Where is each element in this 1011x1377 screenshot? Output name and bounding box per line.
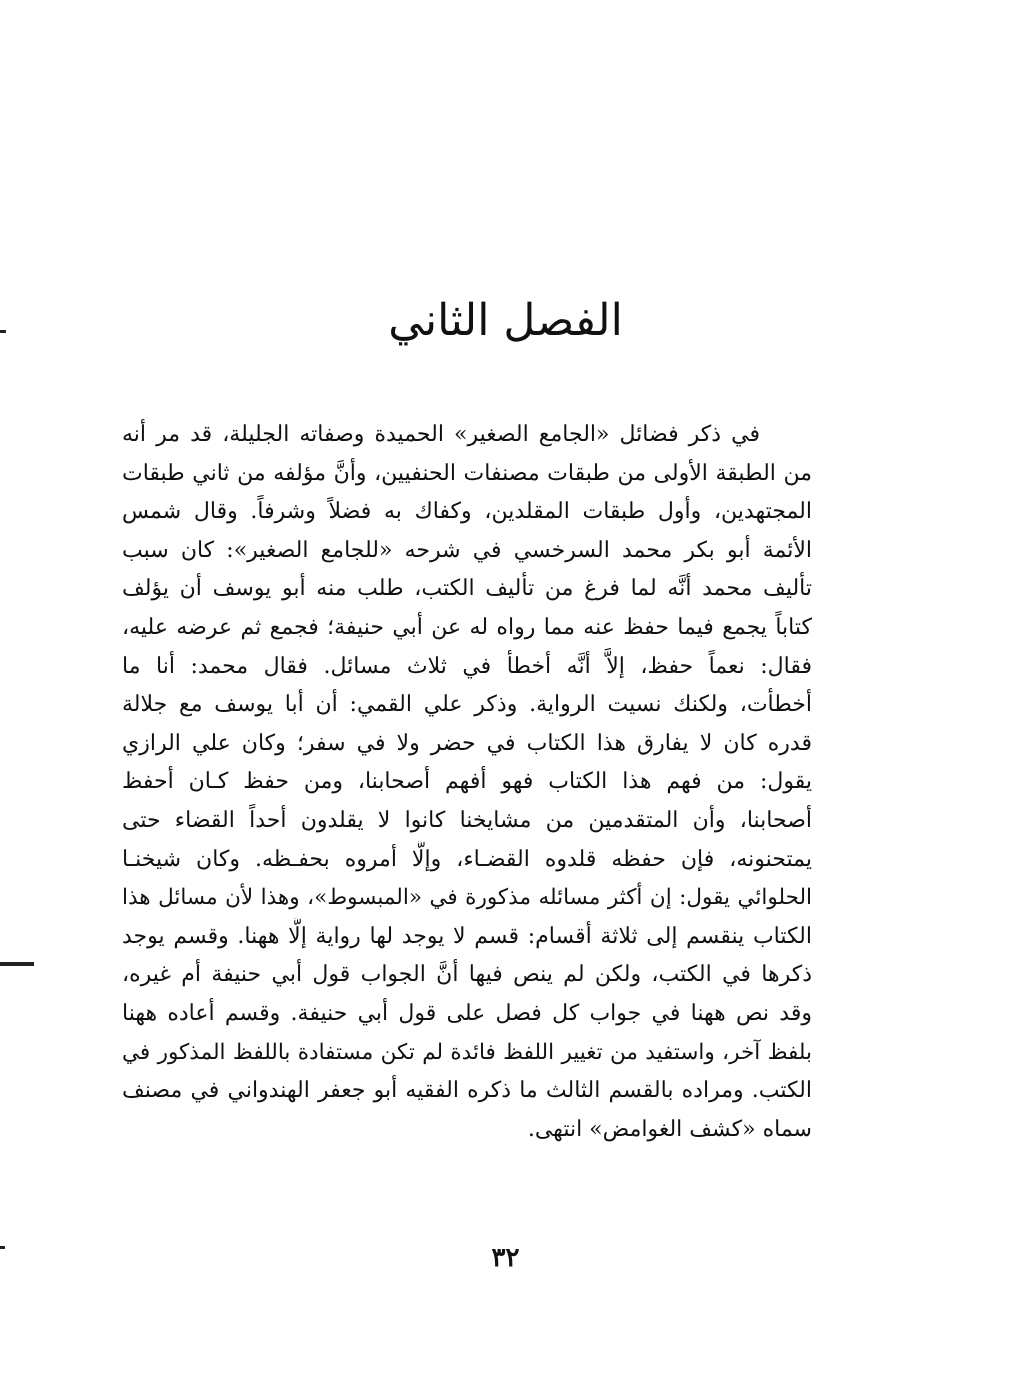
- text-line: في ذكر فضائل «الجامع الصغير» الحميدة وصفاته الجليلة، قد مر أنه: [122, 422, 760, 447]
- scan-edge-mark: [0, 330, 6, 333]
- text-line: المجتهدين، وأول طبقات المقلدين، وكفاك به فضلاً وشرفاً. وقال شمس: [122, 499, 812, 525]
- text-line: الأئمة أبو بكر محمد السرخسي في شرحه «للجامع الصغير»: كان سبب: [122, 537, 812, 563]
- scan-edge-mark: [0, 1246, 5, 1249]
- text-line: وقد نص ههنا في جواب كل فصل على قول أبي حنيفة. وقسم أعاده ههنا: [122, 1000, 812, 1026]
- text-line: كتاباً يجمع فيما حفظ عنه مما رواه له عن أبي حنيفة؛ فجمع ثم عرضه عليه،: [122, 614, 812, 640]
- text-line: سماه «كشف الغوامض» انتهى.: [527, 1116, 812, 1142]
- text-line: قدره كان لا يفارق هذا الكتاب في حضر ولا في سفر؛ وكان علي الرازي: [122, 730, 812, 756]
- text-line: الكتاب ينقسم إلى ثلاثة أقسام: قسم لا يوجد لها رواية إلَّا ههنا. وقسم يوجد: [122, 923, 812, 949]
- text-line: من الطبقة الأولى من طبقات مصنفات الحنفيين، وأنَّ مؤلفه من ثاني طبقات: [122, 460, 812, 486]
- page-number: ٣٢: [491, 1243, 520, 1273]
- text-line: فقال: نعماً حفظ، إلاَّ أنَّه أخطأ في ثلاث مسائل. فقال محمد: أنا ما: [122, 653, 812, 679]
- text-line: يقول: من فهم هذا الكتاب فهو أفهم أصحابنا، ومن حفظ كـان أحفظ: [122, 769, 812, 795]
- chapter-title: الفصل الثاني: [388, 295, 623, 347]
- text-line: ذكرها في الكتب، ولكن لم ينص فيها أنَّ الجواب قول أبي حنيفة أم غيره،: [122, 962, 812, 988]
- scan-edge-mark: [0, 962, 34, 966]
- body-paragraph: [122, 416, 812, 1149]
- text-line: الحلوائي يقول: إن أكثر مسائله مذكورة في «المبسوط»، وهذا لأن مسائل هذا: [122, 885, 812, 911]
- text-line: أصحابنا، وأن المتقدمين من مشايخنا كانوا لا يقلدون أحداً القضاء حتى: [122, 807, 812, 833]
- text-line: بلفظ آخر، واستفيد من تغيير اللفظ فائدة لم تكن مستفادة باللفظ المذكور في: [122, 1039, 812, 1065]
- text-line: الكتب. ومراده بالقسم الثالث ما ذكره الفقيه أبو جعفر الهندواني في مصنف: [122, 1078, 812, 1104]
- text-line: تأليف محمد أنَّه لما فرغ من تأليف الكتب، طلب منه أبو يوسف أن يؤلف: [122, 576, 812, 602]
- text-line: يمتحنونه، فإن حفظه قلدوه القضـاء، وإلَّا أمروه بحفـظه. وكان شيخنـا: [122, 846, 812, 872]
- text-line: أخطأت، ولكنك نسيت الرواية. وذكر علي القمي: أن أبا يوسف مع جلالة: [122, 692, 812, 718]
